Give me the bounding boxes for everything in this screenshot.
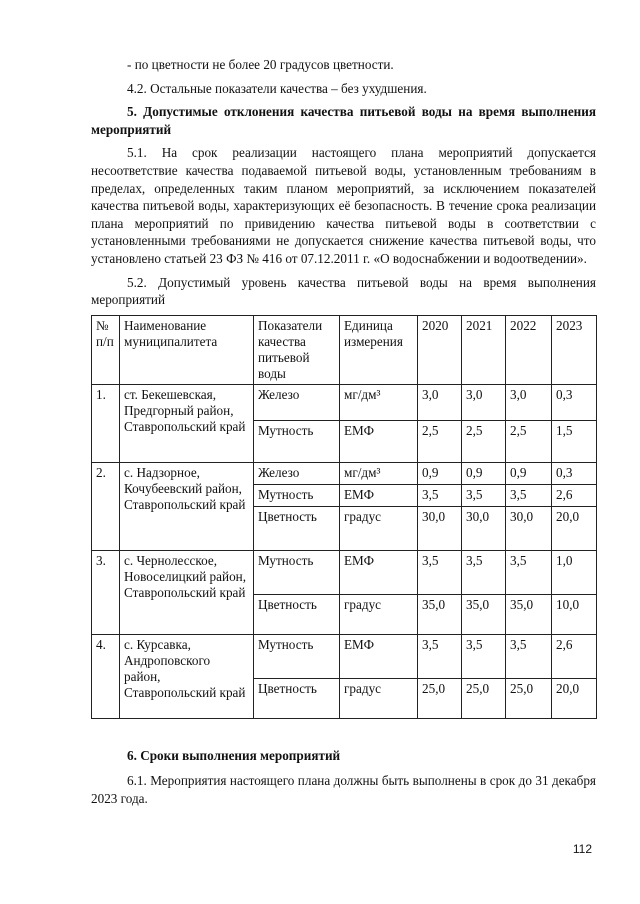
- value-2021-cell: 30,0: [462, 506, 506, 550]
- indicator-cell: Цветность: [254, 594, 340, 634]
- indicator-cell: Цветность: [254, 678, 340, 718]
- unit-cell: градус: [340, 678, 418, 718]
- value-2020-cell: 3,5: [418, 484, 462, 506]
- indicator-cell: Железо: [254, 462, 340, 484]
- unit-cell: мг/дм³: [340, 384, 418, 420]
- table-body: [92, 315, 597, 718]
- header-cell: 2022: [506, 315, 552, 384]
- value-2023-cell: 20,0: [552, 506, 597, 550]
- table-row: [92, 384, 597, 420]
- row-number-cell: 1.: [92, 384, 120, 462]
- value-2023-cell: 2,6: [552, 634, 597, 678]
- value-2022-cell: 3,5: [506, 484, 552, 506]
- section-6-title: 6. Сроки выполнения мероприятий: [127, 747, 341, 763]
- value-2020-cell: 3,0: [418, 384, 462, 420]
- indicator-cell: Мутность: [254, 420, 340, 462]
- value-2023-cell: 10,0: [552, 594, 597, 634]
- value-2021-cell: 3,5: [462, 550, 506, 594]
- value-2021-cell: 0,9: [462, 462, 506, 484]
- unit-cell: ЕМФ: [340, 550, 418, 594]
- table-row: [92, 634, 597, 678]
- unit-cell: градус: [340, 594, 418, 634]
- value-2022-cell: 3,5: [506, 634, 552, 678]
- value-2022-cell: 35,0: [506, 594, 552, 634]
- value-2021-cell: 2,5: [462, 420, 506, 462]
- value-2022-cell: 30,0: [506, 506, 552, 550]
- value-2022-cell: 3,5: [506, 550, 552, 594]
- municipality-cell: с. Чернолесское, Новоселицкий район, Ставропольский край: [120, 550, 254, 634]
- value-2020-cell: 0,9: [418, 462, 462, 484]
- header-cell: № п/п: [92, 315, 120, 384]
- header-cell: Показатели качества питьевой воды: [254, 315, 340, 384]
- value-2023-cell: 1,0: [552, 550, 597, 594]
- unit-cell: ЕМФ: [340, 420, 418, 462]
- value-2022-cell: 3,0: [506, 384, 552, 420]
- row-number-cell: 3.: [92, 550, 120, 634]
- unit-cell: мг/дм³: [340, 462, 418, 484]
- unit-cell: ЕМФ: [340, 484, 418, 506]
- header-cell: 2023: [552, 315, 597, 384]
- indicator-cell: Железо: [254, 384, 340, 420]
- table-row: [92, 550, 597, 594]
- value-2021-cell: 3,0: [462, 384, 506, 420]
- table-header-row: [92, 315, 597, 384]
- indicator-cell: Мутность: [254, 634, 340, 678]
- value-2022-cell: 25,0: [506, 678, 552, 718]
- indicator-cell: Мутность: [254, 550, 340, 594]
- header-cell: 2021: [462, 315, 506, 384]
- header-cell: Наименование муниципалитета: [120, 315, 254, 384]
- header-cell: Единица измерения: [340, 315, 418, 384]
- indicator-cell: Цветность: [254, 506, 340, 550]
- value-2021-cell: 25,0: [462, 678, 506, 718]
- header-cell: 2020: [418, 315, 462, 384]
- municipality-cell: с. Надзорное, Кочубеевский район, Ставропольский край: [120, 462, 254, 550]
- value-2021-cell: 3,5: [462, 484, 506, 506]
- document-page: [91, 56, 596, 808]
- value-2020-cell: 30,0: [418, 506, 462, 550]
- paragraph-4-2: 4.2. Остальные показатели качества – без ухудшения.: [127, 80, 427, 96]
- value-2020-cell: 2,5: [418, 420, 462, 462]
- value-2023-cell: 0,3: [552, 462, 597, 484]
- paragraph-6-1: 6.1. Мероприятия настоящего плана должны быть выполнены в срок до 31 декабря 2023 года.: [91, 773, 596, 806]
- value-2023-cell: 2,6: [552, 484, 597, 506]
- municipality-cell: ст. Бекешевская, Предгорный район, Ставропольский край: [120, 384, 254, 462]
- indicator-cell: Мутность: [254, 484, 340, 506]
- quality-table: [91, 315, 597, 719]
- value-2023-cell: 1,5: [552, 420, 597, 462]
- value-2022-cell: 0,9: [506, 462, 552, 484]
- unit-cell: градус: [340, 506, 418, 550]
- table-row: [92, 462, 597, 484]
- municipality-cell: с. Курсавка, Андроповского район, Ставропольский край: [120, 634, 254, 718]
- page-number: 112: [572, 842, 592, 856]
- value-2020-cell: 35,0: [418, 594, 462, 634]
- value-2022-cell: 2,5: [506, 420, 552, 462]
- section-5-title: 5. Допустимые отклонения качества питьевой воды на время выполнения мероприятий: [91, 104, 596, 137]
- unit-cell: ЕМФ: [340, 634, 418, 678]
- row-number-cell: 4.: [92, 634, 120, 718]
- color-limit-line: - по цветности не более 20 градусов цветности.: [127, 57, 394, 72]
- paragraph-5-2: 5.2. Допустимый уровень качества питьевой воды на время выполнения мероприятий: [91, 274, 596, 308]
- value-2020-cell: 3,5: [418, 550, 462, 594]
- paragraph-5-1: 5.1. На срок реализации настоящего плана мероприятий допускается несоответствие качества подаваемой питьевой воды, установленным требованиям в пределах, определенных таким планом мероприятий, за исключением показателей качества питьевой воды, характеризующих её безопасность. В течение срока реализации плана мероприятий по привидению качества питьевой воды в соответствии с установленными требованиями не допускается снижение качества питьевой воды, что установлено статьей 23 ФЗ № 416 от 07.12.2011 г. «О водоснабжении и водоотведении».: [91, 145, 596, 266]
- value-2020-cell: 3,5: [418, 634, 462, 678]
- value-2020-cell: 25,0: [418, 678, 462, 718]
- value-2023-cell: 20,0: [552, 678, 597, 718]
- value-2021-cell: 3,5: [462, 634, 506, 678]
- row-number-cell: 2.: [92, 462, 120, 550]
- value-2023-cell: 0,3: [552, 384, 597, 420]
- value-2021-cell: 35,0: [462, 594, 506, 634]
